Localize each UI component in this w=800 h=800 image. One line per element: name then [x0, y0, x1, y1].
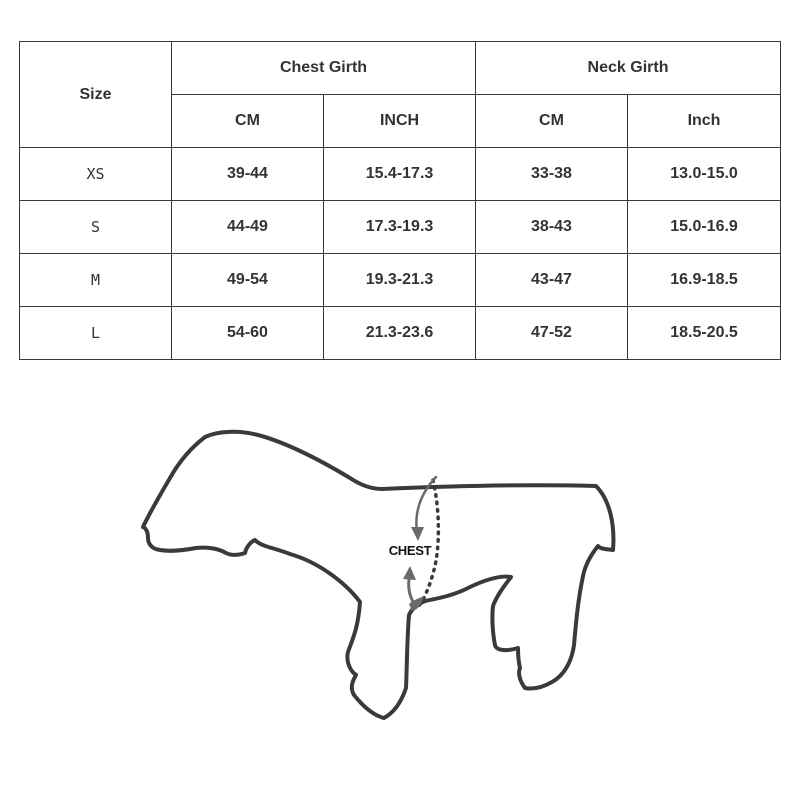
- neck-cm-cell: 47-52: [476, 307, 628, 360]
- chest-cm-cell: 49-54: [172, 254, 324, 307]
- size-cell: XS: [20, 148, 172, 201]
- chest-girth-header: Chest Girth: [172, 42, 476, 95]
- neck-cm-cell: 33-38: [476, 148, 628, 201]
- chest-arrowhead-bottom-icon: [403, 566, 416, 580]
- dog-outline: [143, 432, 613, 718]
- size-cell: L: [20, 307, 172, 360]
- chest-cm-header: CM: [172, 95, 324, 148]
- chest-arrowhead-top-icon: [411, 527, 424, 541]
- size-cell: M: [20, 254, 172, 307]
- chest-label: CHEST: [388, 543, 432, 558]
- neck-cm-header: CM: [476, 95, 628, 148]
- neck-inch-cell: 15.0-16.9: [628, 201, 781, 254]
- neck-cm-cell: 43-47: [476, 254, 628, 307]
- neck-cm-cell: 38-43: [476, 201, 628, 254]
- neck-inch-cell: 18.5-20.5: [628, 307, 781, 360]
- chest-cm-cell: 54-60: [172, 307, 324, 360]
- chest-cm-cell: 44-49: [172, 201, 324, 254]
- size-cell: S: [20, 201, 172, 254]
- chest-inch-cell: 19.3-21.3: [324, 254, 476, 307]
- neck-inch-cell: 13.0-15.0: [628, 148, 781, 201]
- neck-girth-header: Neck Girth: [476, 42, 781, 95]
- size-header: Size: [20, 42, 172, 148]
- chest-inch-cell: 15.4-17.3: [324, 148, 476, 201]
- chest-inch-header: INCH: [324, 95, 476, 148]
- chest-inch-cell: 17.3-19.3: [324, 201, 476, 254]
- chest-inch-cell: 21.3-23.6: [324, 307, 476, 360]
- chest-cm-cell: 39-44: [172, 148, 324, 201]
- neck-inch-header: Inch: [628, 95, 781, 148]
- neck-inch-cell: 16.9-18.5: [628, 254, 781, 307]
